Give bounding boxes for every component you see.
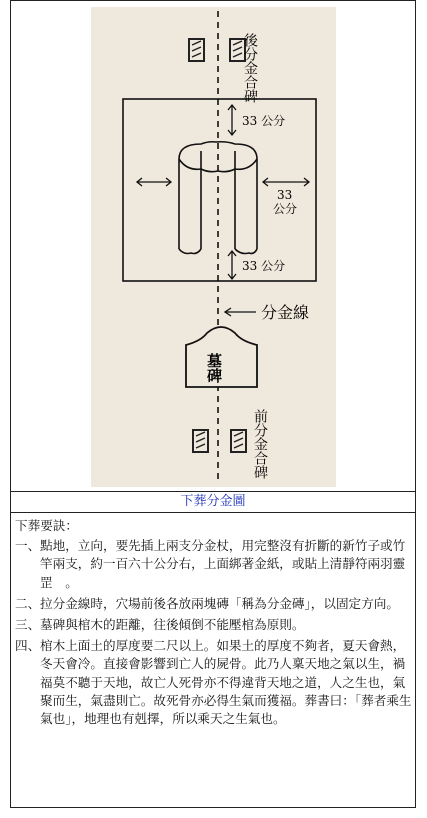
back-brick-label: 後分金合碑 bbox=[242, 33, 258, 103]
top-dimension-arrow bbox=[228, 105, 236, 135]
item-text: 墓碑與棺木的距離，往後傾倒不能壓棺為原則。 bbox=[40, 617, 305, 633]
tombstone-label: 墓碑 bbox=[205, 353, 223, 383]
right-dimension-arrow bbox=[263, 178, 309, 186]
back-brick-pair bbox=[189, 39, 245, 61]
front-brick-pair bbox=[193, 430, 246, 452]
top-dimension-label: 33 公分 bbox=[242, 114, 286, 128]
figure-caption: 下葬分金圖 bbox=[11, 491, 415, 513]
right-dimension-unit: 公分 bbox=[273, 202, 298, 216]
list-item bbox=[15, 637, 413, 728]
item-number: 四、 bbox=[15, 638, 41, 654]
front-brick-label: 前分金合碑 bbox=[252, 409, 268, 479]
burial-diagram bbox=[11, 1, 415, 491]
bottom-dimension-label: 33 公分 bbox=[242, 259, 286, 273]
instructions-heading: 下葬要訣： bbox=[15, 518, 78, 533]
diagram-svg bbox=[11, 1, 415, 491]
line-pointer-arrow bbox=[225, 308, 256, 316]
bottom-dimension-arrow bbox=[228, 251, 236, 279]
center-line-label: 分金線 bbox=[261, 303, 310, 322]
item-text: 拉分金線時，穴場前後各放兩塊磚「稱為分金磚」，以固定方向。 bbox=[40, 595, 399, 611]
list-item bbox=[15, 616, 413, 634]
item-number: 二、 bbox=[15, 595, 41, 611]
page-frame bbox=[10, 0, 416, 808]
list-item bbox=[15, 537, 413, 592]
item-text: 點地，立向，要先插上兩支分金杖，用完整沒有折斷的新竹子或竹竿兩支，約一百六十公分右，上面綁著金紙，或貼上清靜符兩羽靈罡 。 bbox=[40, 538, 406, 590]
list-item bbox=[15, 595, 413, 613]
item-text: 棺木上面土的厚度要二尺以上。如果土的厚度不夠者，夏天會熱，冬天會冷。直接會影響到亡人的屍骨。此乃人稟天地之氣以生，禍福莫不聽于天地，故亡人死骨亦不得違背天地之道，人之生也，氣聚而生，氣盡則亡。故死骨亦必得生氣而獲福。葬書曰：「葬者乘生氣也」，地理也有剋擇，所以乘天之生氣也。 bbox=[40, 638, 412, 727]
item-number: 一、 bbox=[15, 538, 41, 554]
right-dimension-number: 33 bbox=[277, 188, 293, 202]
left-distance-arrow bbox=[137, 178, 171, 186]
instructions-text bbox=[15, 517, 413, 731]
item-number: 三、 bbox=[15, 617, 41, 633]
